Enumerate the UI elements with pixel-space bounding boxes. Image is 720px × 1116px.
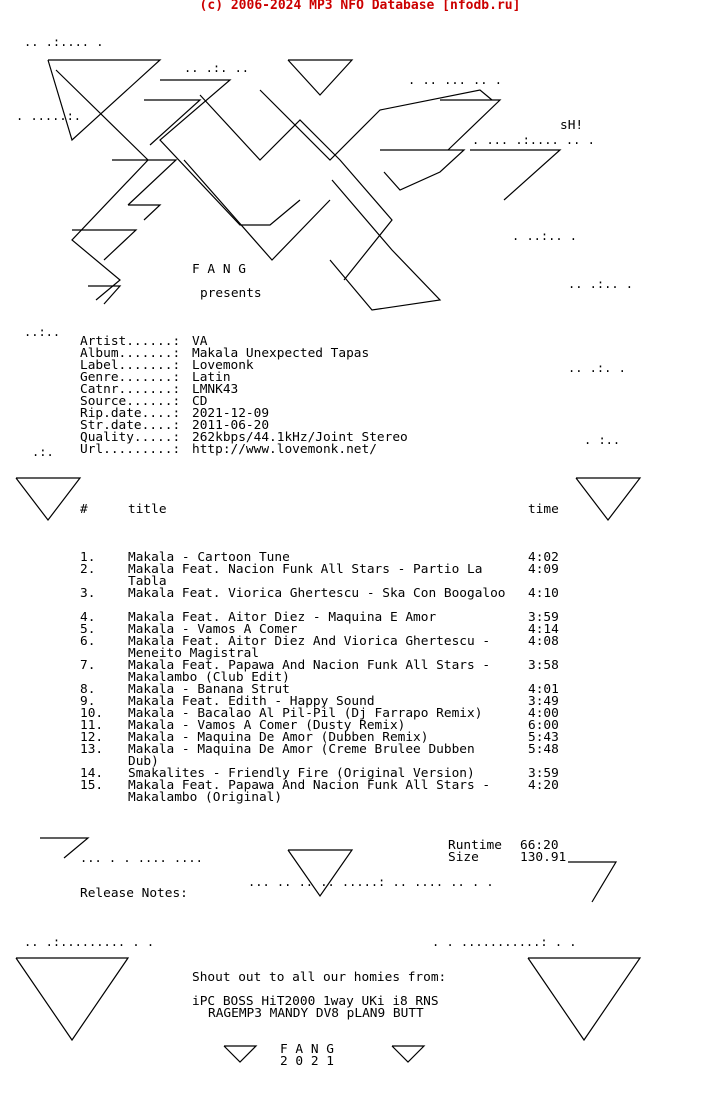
track-title: Makala Feat. Papawa And Nacion Funk All Stars - Makalambo (Club Edit)	[128, 658, 491, 685]
track-title: Makala - Bacalao Al Pil-Pil (Dj Farrapo Remix)	[128, 706, 483, 721]
info-label: Label.......:	[80, 358, 181, 373]
group-name: F A N G	[192, 262, 246, 277]
track-number: 8.	[80, 682, 96, 697]
size-label: Size	[448, 850, 479, 865]
site-header: (c) 2006-2024 MP3 NFO Database [nfodb.ru]	[199, 0, 521, 13]
info-label: Album.......:	[80, 346, 181, 361]
svg-text:.. .:.. .: .. .:.. .	[568, 277, 634, 291]
track-time: 5:43	[528, 730, 559, 745]
track-time: 4:02	[528, 550, 559, 565]
track-title: Makala - Vamos A Comer (Dusty Remix)	[128, 718, 406, 733]
track-time: 3:59	[528, 610, 559, 625]
track-number: 11.	[80, 718, 104, 733]
track-title: Makala Feat. Nacion Funk All Stars - Partio La Tabla	[128, 562, 483, 589]
track-time: 3:58	[528, 658, 559, 673]
info-value: CD	[192, 394, 208, 409]
track-number: 5.	[80, 622, 96, 637]
track-time: 4:09	[528, 562, 559, 577]
svg-text:.. .:......... . .: .. .:......... . .	[24, 935, 155, 949]
track-title: Makala Feat. Papawa And Nacion Funk All Stars - Makalambo (Original)	[128, 778, 491, 805]
info-value: Makala Unexpected Tapas	[192, 346, 370, 361]
track-number: 9.	[80, 694, 96, 709]
info-value: LMNK43	[192, 382, 239, 397]
track-number: 6.	[80, 634, 96, 649]
info-label: Genre.......:	[80, 370, 181, 385]
group-tag: sH!	[560, 118, 584, 133]
info-label: Source......:	[80, 394, 181, 409]
track-title: Smakalites - Friendly Fire (Original Version)	[128, 766, 475, 781]
svg-text:.:.: .:.	[32, 445, 54, 459]
svg-text:. . ...........: . .: . . ...........: . .	[432, 935, 577, 949]
track-title: Makala - Vamos A Comer	[128, 622, 298, 637]
track-time: 4:00	[528, 706, 559, 721]
track-time: 4:08	[528, 634, 559, 649]
track-number: 13.	[80, 742, 104, 757]
tracklist-col-time: time	[528, 502, 559, 517]
info-label: Quality.....:	[80, 430, 181, 445]
info-label: Str.date....:	[80, 418, 181, 433]
track-title: Makala Feat. Viorica Ghertescu - Ska Con Boogaloo	[128, 586, 506, 601]
svg-text:.. .:. .: .. .:. .	[568, 361, 626, 375]
track-number: 10.	[80, 706, 104, 721]
info-label: Rip.date....:	[80, 406, 181, 421]
svg-text:. .....:.: . .....:.	[16, 109, 82, 123]
track-title: Makala - Banana Strut	[128, 682, 290, 697]
footer-year: 2 0 2 1	[280, 1054, 334, 1069]
info-value: 2011-06-20	[192, 418, 270, 433]
track-number: 7.	[80, 658, 96, 673]
info-label: Url.........:	[80, 442, 181, 457]
track-title: Makala Feat. Aitor Diez And Viorica Ghertescu - Meneito Magistral	[128, 634, 491, 661]
info-value: Latin	[192, 370, 231, 385]
runtime-value: 66:20	[520, 838, 559, 853]
track-time: 5:48	[528, 742, 559, 757]
track-time: 4:10	[528, 586, 559, 601]
svg-text:... . . .... ....: ... . . .... ....	[80, 851, 203, 865]
track-number: 2.	[80, 562, 96, 577]
track-time: 4:01	[528, 682, 559, 697]
release-notes-label: Release Notes:	[80, 886, 188, 901]
footer-group-name: F A N G	[280, 1042, 334, 1057]
info-label: Catnr.......:	[80, 382, 181, 397]
presents-text: presents	[200, 286, 262, 301]
info-value: VA	[192, 334, 208, 349]
info-value: 262kbps/44.1kHz/Joint Stereo	[192, 430, 408, 445]
svg-text:. ..:.. .: . ..:.. .	[512, 229, 578, 243]
info-value: http://www.lovemonk.net/	[192, 442, 377, 457]
runtime-label: Runtime	[448, 838, 502, 853]
track-title: Makala - Maquina De Amor (Creme Brulee Dubben Dub)	[128, 742, 475, 769]
shoutout-title: Shout out to all our homies from:	[192, 970, 447, 985]
svg-text:. .. ... .. .: . .. ... .. .	[408, 73, 502, 87]
svg-text:. :..: . :..	[584, 433, 621, 447]
tracklist-col-title: title	[128, 502, 167, 517]
svg-text:.. .:. ..: .. .:. ..	[184, 61, 250, 75]
tracklist-col-num: #	[80, 502, 88, 517]
svg-text:..:..: ..:..	[24, 325, 61, 339]
track-number: 4.	[80, 610, 96, 625]
track-title: Makala Feat. Edith - Happy Sound	[128, 694, 375, 709]
info-value: Lovemonk	[192, 358, 254, 373]
svg-text:... .. .. .. .....: .. .... ..: ... .. .. .. .....: .. .... .. . .	[248, 875, 494, 889]
track-title: Makala - Maquina De Amor (Dubben Remix)	[128, 730, 429, 745]
svg-text:.. .:.... .: .. .:.... .	[24, 35, 104, 49]
track-number: 14.	[80, 766, 104, 781]
track-number: 15.	[80, 778, 104, 793]
shoutout-groups-line1: iPC BOSS HiT2000 1way UKi i8 RNS	[192, 994, 439, 1009]
info-value: 2021-12-09	[192, 406, 270, 421]
track-number: 12.	[80, 730, 104, 745]
track-title: Makala Feat. Aitor Diez - Maquina E Amor	[128, 610, 437, 625]
track-time: 4:14	[528, 622, 559, 637]
shoutout-groups-line2: RAGEMP3 MANDY DV8 pLAN9 BUTT	[208, 1006, 424, 1021]
info-label: Artist......:	[80, 334, 181, 349]
track-number: 3.	[80, 586, 96, 601]
track-time: 3:59	[528, 766, 559, 781]
track-number: 1.	[80, 550, 96, 565]
track-title: Makala - Cartoon Tune	[128, 550, 290, 565]
track-time: 3:49	[528, 694, 559, 709]
track-time: 6:00	[528, 718, 559, 733]
size-value: 130.91	[520, 850, 567, 865]
svg-text:. ... .:.... .. .: . ... .:.... .. .	[472, 133, 595, 147]
track-time: 4:20	[528, 778, 559, 793]
